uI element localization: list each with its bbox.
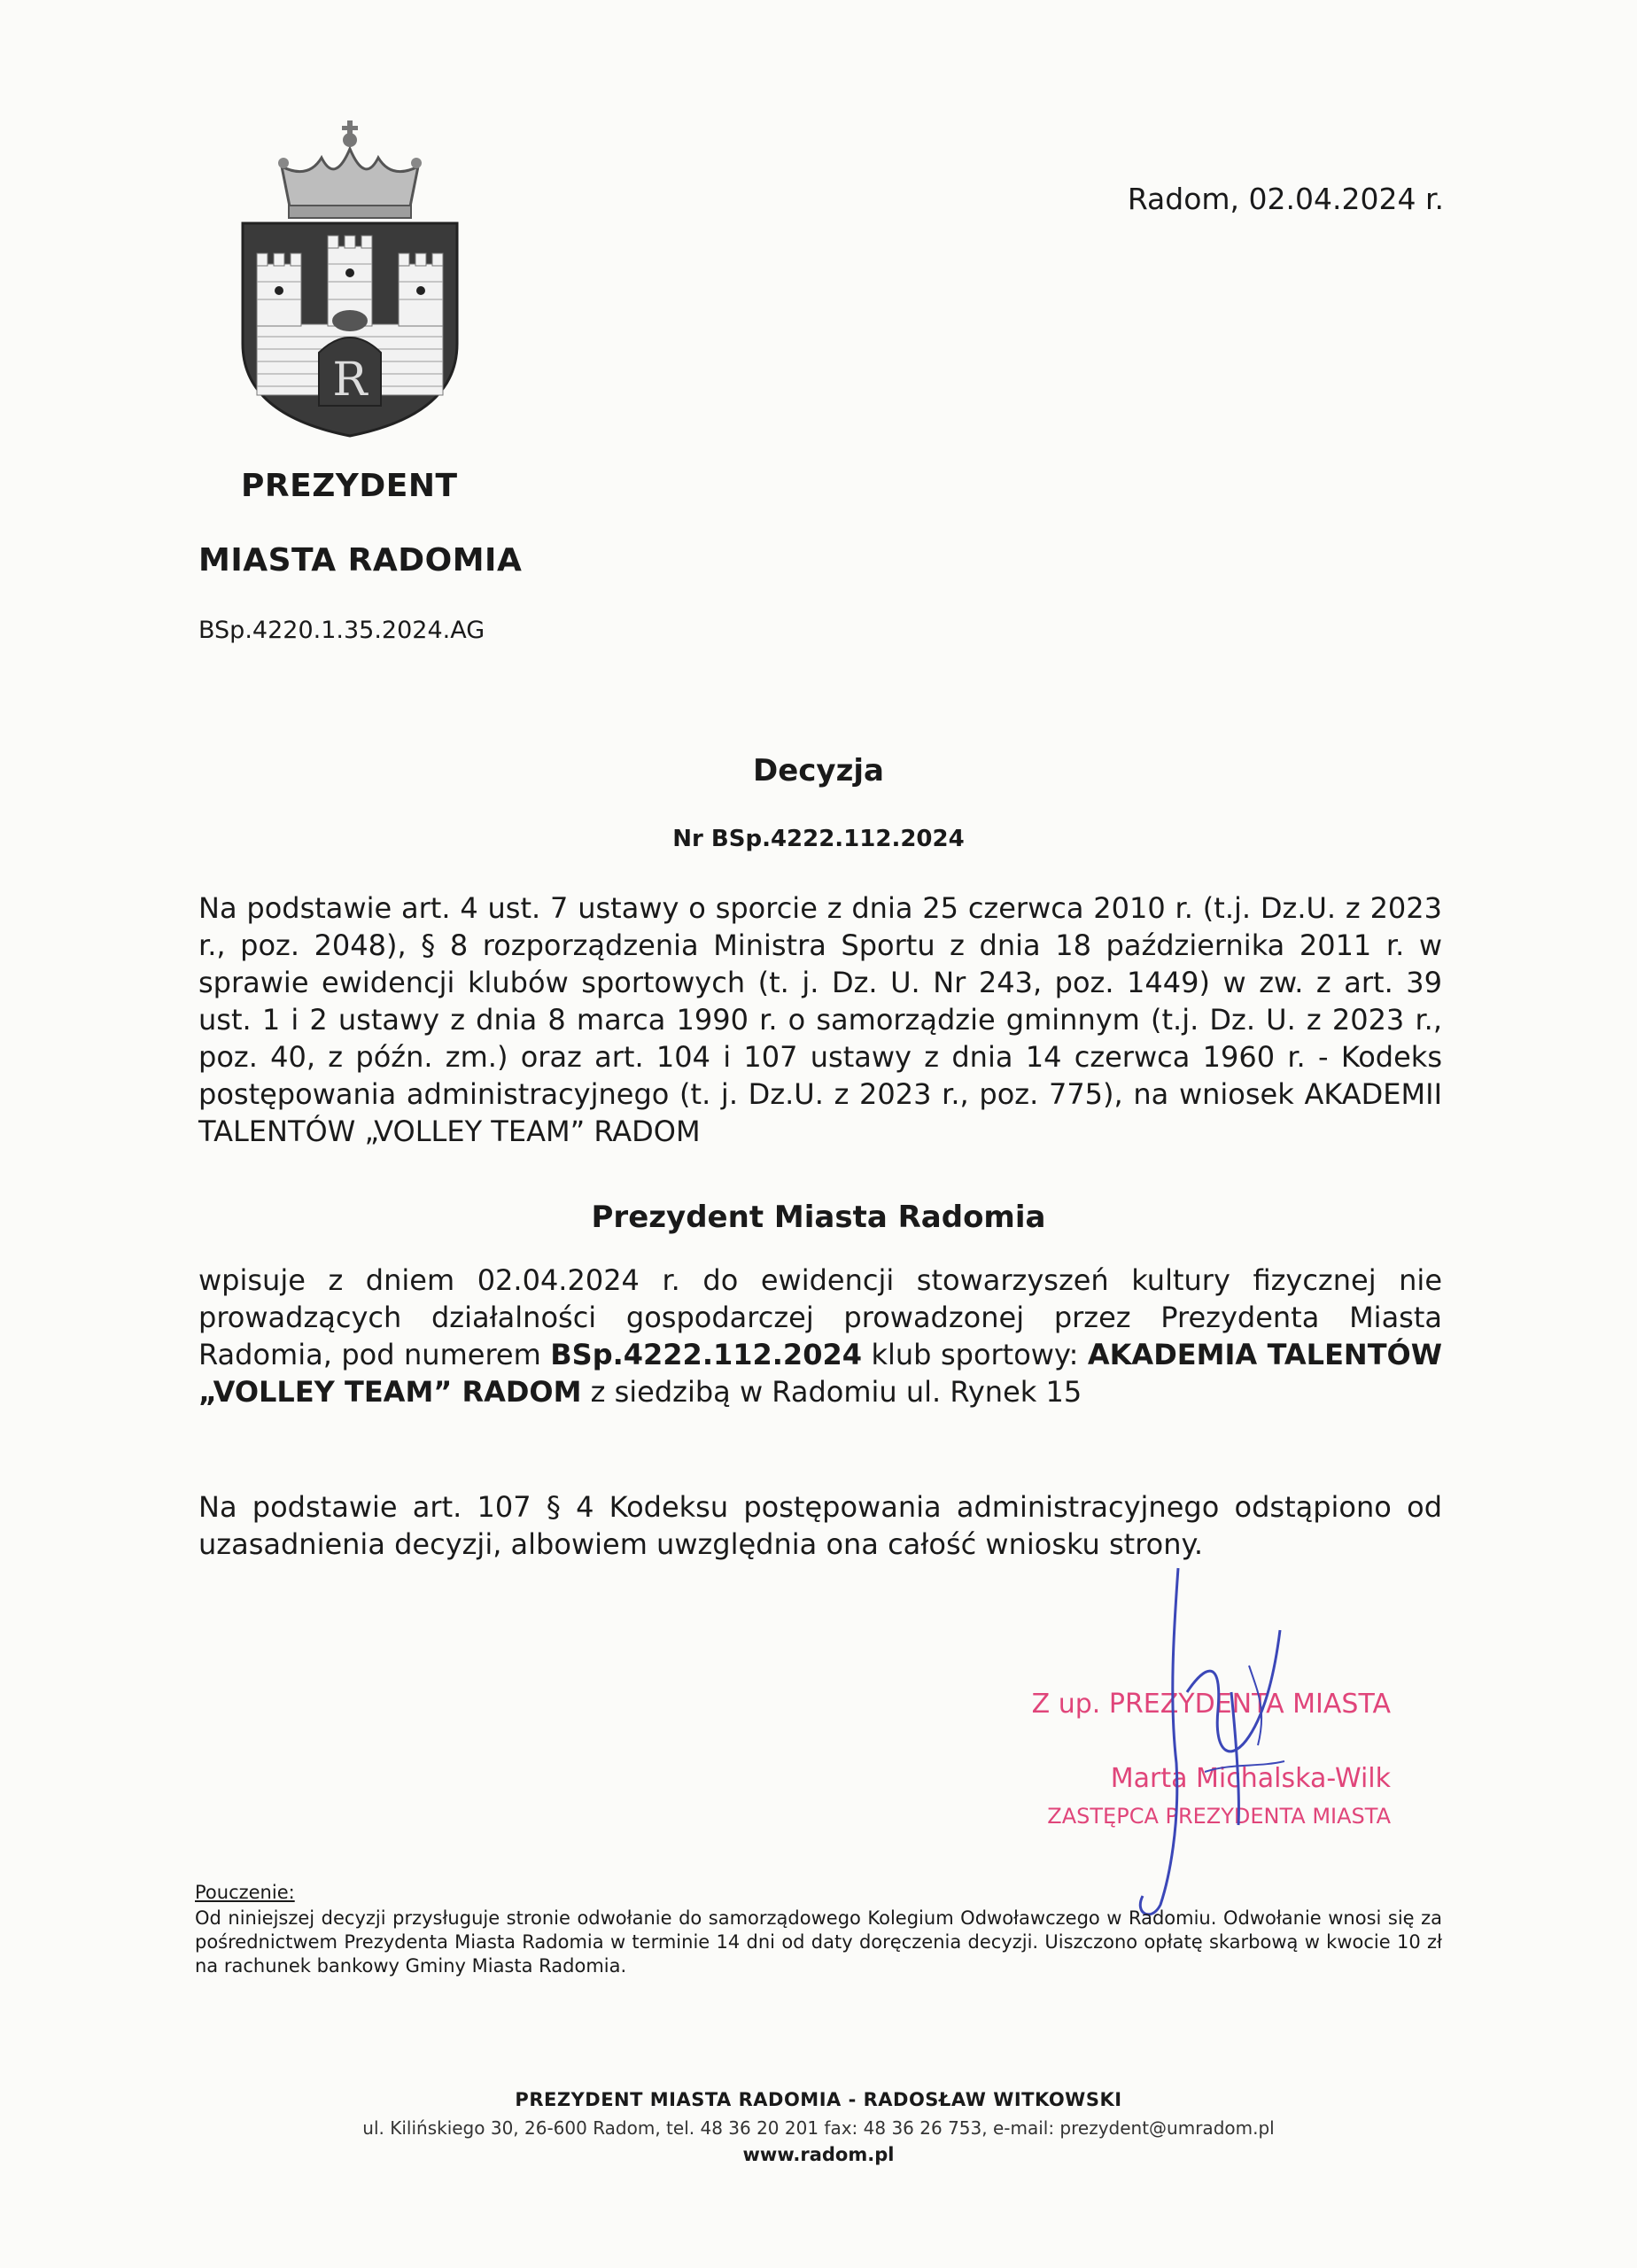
signature-authorization: Z up. PREZYDENTA MIASTA: [1031, 1689, 1391, 1720]
registration-number: BSp.4222.112.2024: [550, 1338, 862, 1371]
footer-mayor-name: PREZYDENT MIASTA RADOMIA - RADOSŁAW WITKOWSKI: [515, 2089, 1122, 2110]
mayor-heading: Prezydent Miasta Radomia: [591, 1200, 1046, 1235]
signatory-name: Marta Michalska-Wilk: [1110, 1763, 1391, 1794]
club-name: AKADEMIA TALENTÓW „VOLLEY TEAM” RADOM: [198, 1338, 1443, 1409]
justification-paragraph: Na podstawie art. 107 § 4 Kodeksu postępowania administracyjnego odstąpiono od uzasadnienia decyzji, albowiem uwzględnia ona całość wniosku strony.: [198, 1490, 1442, 1561]
decision-body-paragraph: [198, 1262, 1442, 1410]
crown-icon: [278, 120, 422, 218]
instruction-text: Od niniejszej decyzji przysługuje stronie odwołanie do samorządowego Kolegium Odwoławczego w Radomiu. Odwołanie wnosi się za pośrednictwem Prezydenta Miasta Radomia w terminie 14 dni od daty doręczenia decyzji. Uiszczono opłatę skarbową w kwocie 10 zł na rachunek bankowy Gminy Miasta Radomia.: [195, 1907, 1442, 1977]
footer-contact: ul. Kilińskiego 30, 26-600 Radom, tel. 48 36 20 201 fax: 48 36 26 753, e-mail: prezydent@umradom.pl: [362, 2117, 1275, 2139]
issuer-city: MIASTA RADOMIA: [198, 542, 523, 579]
city-coat-of-arms-logo: [237, 113, 462, 439]
handwritten-signature: [1125, 1559, 1311, 1931]
decision-title: Decyzja: [753, 753, 884, 788]
signatory-position: ZASTĘPCA PREZYDENTA MIASTA: [1047, 1804, 1391, 1829]
footer-website-link[interactable]: www.radom.pl: [742, 2144, 895, 2165]
body-text-part2: klub sportowy:: [871, 1338, 1079, 1371]
case-reference: BSp.4220.1.35.2024.AG: [198, 617, 485, 644]
decision-number: Nr BSp.4222.112.2024: [672, 826, 965, 852]
legal-basis-paragraph: Na podstawie art. 4 ust. 7 ustawy o sporcie z dnia 25 czerwca 2010 r. (t.j. Dz.U. z 2023 r., poz. 2048), § 8 rozporządzenia Ministra Sportu z dnia 18 października 2011 r. w sprawie ewidencji klubów sportowych (t. j. Dz. U. Nr 243, poz. 1449) w zw. z art. 39 ust. 1 i 2 ustawy z dnia 8 marca 1990 r. o samorządzie gminnym (t.j. Dz. U. z 2023 r., poz. 40, z późn. zm.) oraz art. 104 i 107 ustawy z dnia 14 czerwca 1960 r. - Kodeks postępowania administracyjnego (t. j. Dz.U. z 2023 r., poz. 775), na wniosek AKADEMII TALENTÓW „VOLLEY TEAM” RADOM: [198, 891, 1442, 1148]
place-and-date: Radom, 02.04.2024 r.: [1127, 182, 1444, 216]
instruction-label: Pouczenie:: [195, 1882, 295, 1903]
crest-letter: R: [332, 353, 368, 407]
issuer-title: PREZYDENT: [241, 468, 458, 504]
body-text-part1: wpisuje z dniem 02.04.2024 r. do ewidencji stowarzyszeń kultury fizycznej nie prowadzących działalności gospodarczej prowadzonej przez Prezydenta Miasta Radomia, pod numerem: [198, 1263, 1442, 1371]
body-text-part3: z siedzibą w Radomiu ul. Rynek 15: [590, 1375, 1082, 1409]
